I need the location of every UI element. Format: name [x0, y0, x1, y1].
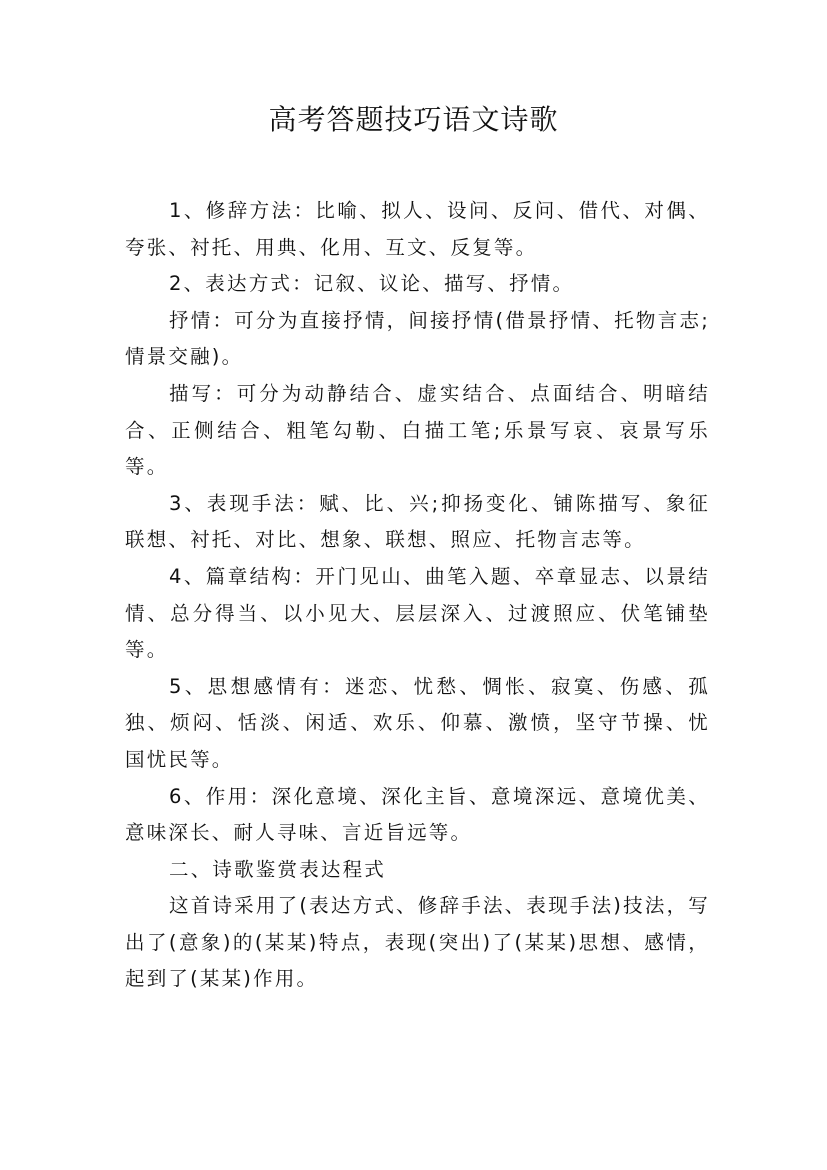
- paragraph-description: 描写：可分为动静结合、虚实结合、点面结合、明暗结合、正侧结合、粗笔勾勒、白描工笔;乐景写哀、哀景写乐等。: [125, 381, 710, 479]
- paragraph-expressive-techniques: 3、表现手法：赋、比、兴;抑扬变化、铺陈描写、象征联想、衬托、对比、想象、联想、照应、托物言志等。: [125, 491, 710, 552]
- paragraph-structure: 4、篇章结构：开门见山、曲笔入题、卒章显志、以景结情、总分得当、以小见大、层层深入、过渡照应、伏笔铺垫等。: [125, 564, 710, 662]
- paragraph-expression-methods: 2、表达方式：记叙、议论、描写、抒情。: [169, 272, 575, 296]
- paragraph-function: 6、作用：深化意境、深化主旨、意境深远、意境优美、意味深长、耐人寻味、言近旨远等。: [125, 784, 710, 845]
- paragraph-lyric: 抒情：可分为直接抒情，间接抒情(借景抒情、托物言志;情景交融)。: [125, 308, 710, 369]
- document-title: 高考答题技巧语文诗歌: [268, 103, 559, 136]
- section-heading-appreciation-formula: 二、诗歌鉴赏表达程式: [169, 857, 387, 881]
- paragraph-thoughts-feelings: 5、思想感情有：迷恋、忧愁、惆怅、寂寞、伤感、孤独、烦闷、恬淡、闲适、欢乐、仰慕、激愤，坚守节操、忧国忧民等。: [125, 674, 710, 771]
- document-body: [125, 193, 710, 998]
- paragraph-answer-template: 这首诗采用了(表达方式、修辞手法、表现手法)技法，写出了(意象)的(某某)特点，表现(突出)了(某某)思想、感情，起到了(某某)作用。: [125, 894, 710, 991]
- paragraph-rhetoric-methods: 1、修辞方法：比喻、拟人、设问、反问、借代、对偶、夸张、衬托、用典、化用、互文、反复等。: [125, 199, 710, 259]
